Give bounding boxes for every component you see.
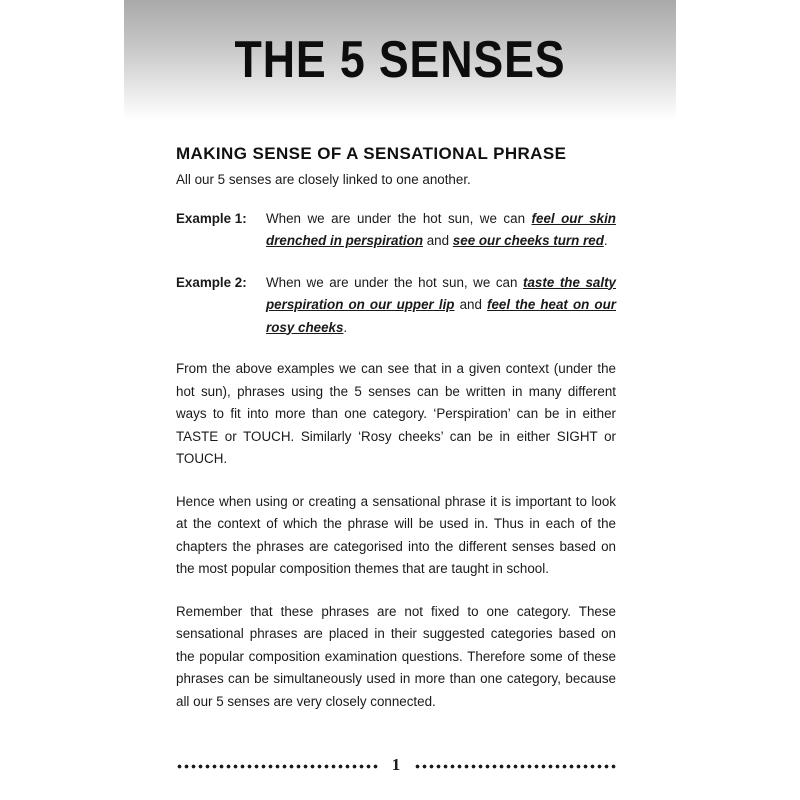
page-number: 1 — [391, 755, 401, 774]
example-plain-text: . — [603, 233, 608, 248]
body-paragraph: From the above examples we can see that in a given context (under the hot sun), phrases using the 5 senses can be written in many different ways to fit into more than one category. ‘Perspiration’ can be in either TASTE or TOUCH. Similarly ‘Rosy cheeks’ can be in either SIGHT or TOUCH. — [176, 361, 616, 466]
example-text — [266, 272, 616, 340]
dotted-rule-left — [176, 764, 378, 769]
example-label: Example 1: — [176, 210, 247, 226]
example-1 — [176, 208, 616, 253]
example-text — [266, 208, 616, 253]
example-2 — [176, 272, 616, 340]
intro-text: All our 5 senses are closely linked to one another. — [176, 172, 471, 187]
example-label: Example 2: — [176, 274, 247, 290]
body-paragraph: Hence when using or creating a sensational phrase it is important to look at the context of which the phrase will be used in. Thus in each of the chapters the phrases are categorised into the different senses based on the most popular composition themes that are taught in school. — [176, 493, 616, 576]
page-title: THE 5 SENSES — [234, 31, 566, 89]
section-heading: MAKING SENSE OF A SENSATIONAL PHRASE — [176, 144, 567, 163]
sensory-phrase: feel the heat on our rosy cheeks — [266, 297, 616, 335]
example-plain-text: and — [423, 233, 453, 248]
example-plain-text: . — [343, 319, 348, 335]
example-plain-text: When we are under the hot sun, we can — [266, 210, 532, 226]
sensory-phrase: feel our skin drenched in perspiration — [266, 210, 616, 248]
dotted-rule-right — [414, 764, 616, 769]
page-footer — [176, 756, 616, 776]
page-content — [176, 143, 616, 733]
example-plain-text: When we are under the hot sun, we can — [266, 274, 523, 290]
sensory-phrase: see our cheeks turn red — [452, 233, 604, 248]
book-page — [124, 0, 676, 800]
example-plain-text: and — [454, 297, 488, 312]
sensory-phrase: taste the salty perspiration on our upper lip — [266, 274, 616, 312]
body-paragraph: Remember that these phrases are not fixed to one category. These sensational phrases are placed in their suggested categories based on the popular composition examination questions. Therefore some of these phrases can be simultaneously used in more than one category, because all our 5 senses are very closely connected. — [176, 603, 616, 709]
